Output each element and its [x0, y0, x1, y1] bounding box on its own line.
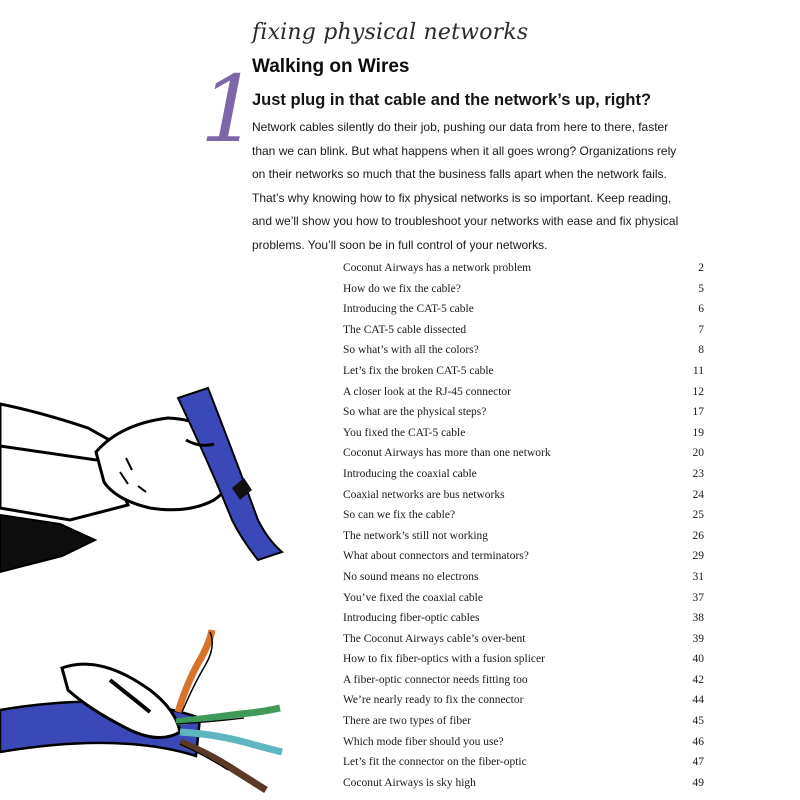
toc-entry[interactable]: [343, 752, 708, 773]
toc-entry-page: 12: [692, 385, 704, 398]
intro-line: That’s why knowing how to fix physical networks is so important. Keep reading,: [252, 190, 672, 205]
toc-entry[interactable]: [343, 258, 708, 279]
toc-entry-title: How do we fix the cable?: [343, 282, 461, 295]
toc-entry-title: How to fix fiber-optics with a fusion splicer: [343, 653, 545, 666]
table-of-contents: [343, 258, 708, 793]
intro-line: on their networks so much that the business falls apart when the network fails.: [252, 167, 667, 182]
toc-entry[interactable]: [343, 279, 708, 300]
toc-entry-page: 26: [692, 529, 704, 542]
intro-line: and we’ll show you how to troubleshoot your networks with ease and fix physical: [252, 214, 679, 229]
toc-entry-title: We’re nearly ready to fix the connector: [343, 694, 524, 707]
toc-entry-title: Coconut Airways is sky high: [343, 776, 476, 789]
toc-entry[interactable]: [343, 526, 708, 547]
toc-entry[interactable]: [343, 608, 708, 629]
toc-entry-page: 38: [692, 612, 704, 625]
stripped-cable-drawing: [0, 630, 282, 790]
toc-entry-page: 49: [692, 776, 704, 789]
toc-entry[interactable]: [343, 711, 708, 732]
toc-entry[interactable]: [343, 485, 708, 506]
cable-illustration: [0, 0, 330, 800]
toc-entry-title: There are two types of fiber: [343, 715, 472, 728]
toc-entry-page: 6: [698, 303, 704, 316]
chapter-title: Walking on Wires: [252, 56, 410, 77]
toc-entry-page: 17: [692, 406, 704, 419]
chapter-headline: Just plug in that cable and the network’s up, right?: [252, 91, 652, 109]
toc-entry-title: So can we fix the cable?: [343, 509, 456, 522]
toc-entry[interactable]: [343, 773, 708, 794]
toc-entry-page: 37: [692, 591, 704, 604]
toc-entry-page: 25: [692, 509, 704, 522]
toc-entry-page: 46: [692, 735, 704, 748]
toc-entry[interactable]: [343, 464, 708, 485]
intro-line: Network cables silently do their job, pushing our data from here to there, faster: [252, 120, 669, 134]
toc-entry-title: You fixed the CAT-5 cable: [343, 426, 466, 439]
toc-entry-title: No sound means no electrons: [343, 570, 479, 583]
toc-entry[interactable]: [343, 443, 708, 464]
toc-entry-page: 29: [692, 550, 704, 563]
intro-line: problems. You’ll soon be in full control of your networks.: [252, 237, 548, 252]
chapter-number: 1: [200, 56, 259, 163]
toc-entry[interactable]: [343, 320, 708, 341]
toc-entry-title: Coconut Airways has a network problem: [343, 262, 532, 274]
toc-entry-title: So what are the physical steps?: [343, 406, 487, 419]
toc-entry-title: The network’s still not working: [343, 529, 489, 542]
toc-entry-page: 11: [692, 364, 704, 377]
toc-entry-page: 19: [692, 426, 704, 439]
toc-entry[interactable]: [343, 423, 708, 444]
toc-entry[interactable]: [343, 402, 708, 423]
toc-entry[interactable]: [343, 629, 708, 650]
toc-entry-title: You’ve fixed the coaxial cable: [343, 591, 483, 604]
toc-entry-page: 23: [692, 467, 704, 480]
toc-entry-title: A closer look at the RJ-45 connector: [343, 385, 511, 398]
toc-entry-page: 31: [692, 570, 704, 583]
toc-entry[interactable]: [343, 690, 708, 711]
toc-entry-page: 44: [692, 694, 704, 707]
hand-cutting-cable-drawing: [0, 388, 282, 572]
toc-entry-page: 20: [692, 447, 704, 460]
toc-entry[interactable]: [343, 588, 708, 609]
toc-entry-title: Coconut Airways has more than one network: [343, 447, 551, 460]
toc-entry-page: 7: [698, 323, 704, 336]
toc-entry-title: Which mode fiber should you use?: [343, 735, 504, 748]
toc-entry[interactable]: [343, 567, 708, 588]
toc-entry-title: What about connectors and terminators?: [343, 550, 529, 563]
toc-entry-page: 40: [692, 653, 704, 666]
toc-entry[interactable]: [343, 361, 708, 382]
toc-entry-title: Coaxial networks are bus networks: [343, 488, 505, 501]
toc-entry[interactable]: [343, 382, 708, 403]
toc-entry-page: 45: [692, 715, 704, 728]
toc-entry[interactable]: [343, 649, 708, 670]
toc-entry-page: 39: [692, 632, 704, 645]
intro-line: than we can blink. But what happens when it all goes wrong? Organizations rely: [252, 143, 677, 158]
toc-entry-page: 42: [692, 673, 704, 686]
toc-entry-title: A fiber-optic connector needs fitting too: [343, 673, 528, 686]
toc-entry-page: 2: [698, 262, 704, 274]
toc-entry[interactable]: [343, 340, 708, 361]
toc-entry[interactable]: [343, 505, 708, 526]
toc-entry-page: 24: [692, 488, 704, 501]
toc-entry-title: Introducing the coaxial cable: [343, 467, 477, 480]
chapter-kicker: fixing physical networks: [252, 20, 529, 45]
toc-entry-title: Let’s fit the connector on the fiber-optic: [343, 756, 527, 769]
toc-entry-page: 8: [698, 344, 704, 357]
toc-entry[interactable]: [343, 546, 708, 567]
toc-entry-title: The CAT-5 cable dissected: [343, 323, 467, 336]
toc-entry-title: Let’s fix the broken CAT-5 cable: [343, 364, 494, 377]
toc-entry-title: The Coconut Airways cable’s over-bent: [343, 632, 526, 645]
toc-entry-title: So what’s with all the colors?: [343, 344, 479, 357]
toc-entry-title: Introducing the CAT-5 cable: [343, 303, 474, 316]
toc-entry-title: Introducing fiber-optic cables: [343, 612, 480, 625]
toc-entry[interactable]: [343, 299, 708, 320]
toc-entry[interactable]: [343, 670, 708, 691]
toc-entry-page: 5: [698, 282, 704, 295]
toc-entry[interactable]: [343, 732, 708, 753]
toc-entry-page: 47: [692, 756, 704, 769]
